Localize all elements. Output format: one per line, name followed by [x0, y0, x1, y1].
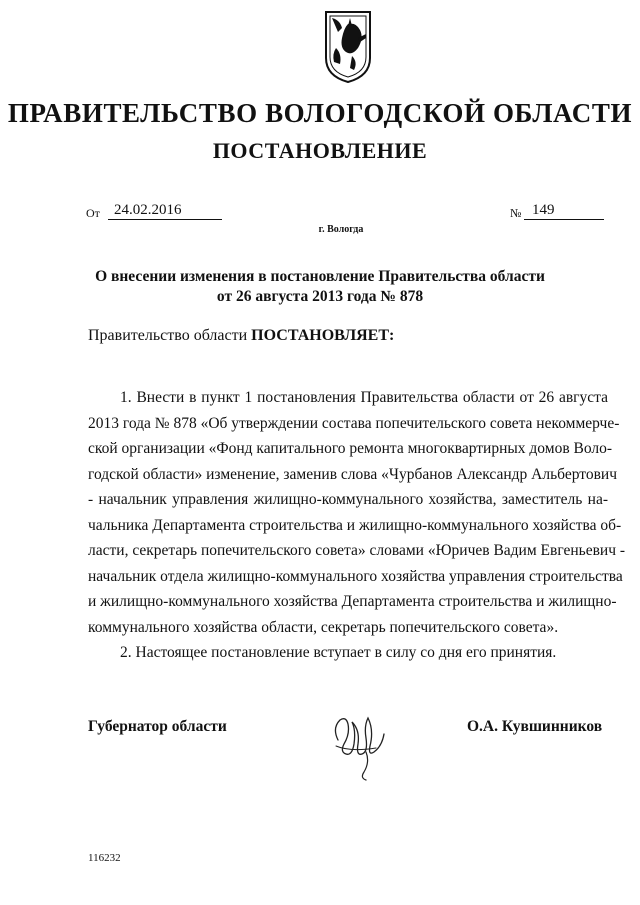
document-body	[88, 385, 626, 666]
preamble-emphasis: ПОСТАНОВЛЯЕТ:	[251, 327, 395, 344]
document-subject	[60, 267, 580, 307]
body-line: - начальник управления жилищно-коммунального хозяйства, заместитель на-	[88, 491, 608, 508]
city-label: г. Вологда	[318, 224, 364, 235]
signatory-role: Губернатор области	[88, 718, 227, 735]
document-type: ПОСТАНОВЛЕНИЕ	[212, 138, 428, 163]
number-label: №	[510, 206, 522, 220]
vologda-coat-of-arms-icon	[322, 8, 374, 84]
subject-line-2: от 26 августа 2013 года № 878	[216, 288, 424, 305]
subject-line-1: О внесении изменения в постановление Правительства области	[95, 268, 545, 285]
date-label: От	[86, 206, 100, 220]
preamble-text: Правительство области	[88, 327, 248, 344]
body-line: годской области» изменение, заменив слова «Чурбанов Александр Альбертович	[88, 465, 617, 483]
body-line: и жилищно-коммунального хозяйства Департамента строительства и жилищно-	[88, 593, 617, 610]
handwritten-signature-icon	[330, 700, 388, 782]
body-line: коммунального хозяйства области, секретарь попечительского совета».	[88, 618, 559, 636]
signatory-name: О.А. Кувшинников	[467, 718, 603, 735]
body-line: 2013 года № 878 «Об утверждении состава попечительского совета некоммерче-	[88, 414, 620, 432]
body-line: чальника Департамента строительства и жилищно-коммунального хозяйства об-	[88, 516, 622, 534]
organization-title: ПРАВИТЕЛЬСТВО ВОЛОГОДСКОЙ ОБЛАСТИ	[7, 98, 633, 128]
body-line: 1. Внести в пункт 1 постановления Правительства области от 26 августа	[120, 389, 608, 406]
document-date: 24.02.2016	[108, 202, 222, 220]
preamble	[88, 327, 394, 345]
body-paragraph-2: 2. Настоящее постановление вступает в силу со дня его принятия.	[120, 644, 557, 661]
body-line: ской организации «Фонд капитального ремонта многоквартирных домов Воло-	[88, 440, 613, 457]
body-line: ласти, секретарь попечительского совета» словами «Юричев Вадим Евгеньевич -	[88, 542, 626, 559]
document-number: 149	[524, 202, 604, 220]
body-line: начальник отдела жилищно-коммунального хозяйства управления строительства	[88, 567, 623, 585]
footer-code: 116232	[88, 852, 121, 864]
